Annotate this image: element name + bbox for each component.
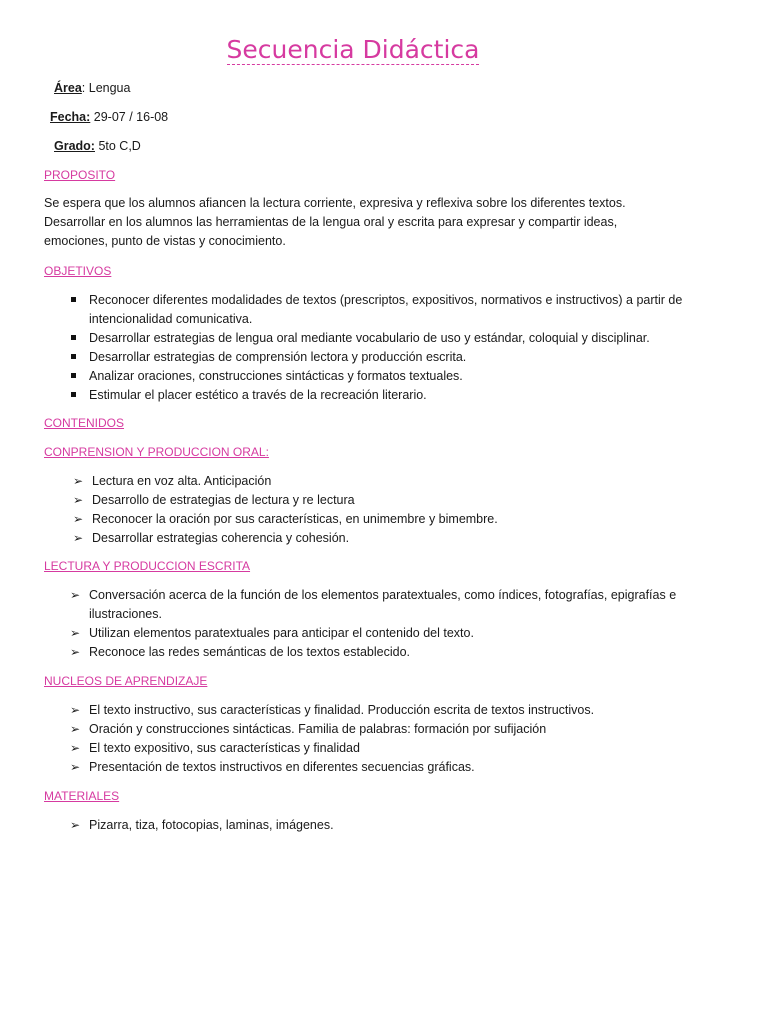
list-item: [44, 643, 684, 662]
list-item: [47, 510, 687, 529]
square-bullet-icon: [66, 348, 80, 367]
heading-contenidos: CONTENIDOS: [44, 416, 125, 430]
list-item: [44, 701, 684, 720]
arrow-bullet-icon: ➢: [69, 626, 81, 640]
list-item: [44, 720, 684, 739]
meta-fecha-label: Fecha:: [50, 110, 91, 124]
arrow-bullet-icon: ➢: [72, 531, 84, 545]
list-item-text: Reconoce las redes semánticas de los textos establecido.: [89, 645, 411, 659]
square-bullet-icon: [66, 367, 80, 386]
meta-grado: [54, 138, 141, 154]
list-item: [47, 529, 687, 548]
meta-grado-label: Grado:: [54, 139, 95, 153]
meta-area: [54, 80, 130, 96]
arrow-bullet-icon: ➢: [69, 703, 81, 717]
objetivos-list: [44, 291, 684, 405]
meta-area-value: : Lengua: [81, 81, 131, 95]
list-item: [44, 816, 684, 835]
list-item: [44, 386, 684, 405]
square-bullet-icon: [66, 386, 80, 405]
square-bullet-icon: [66, 329, 80, 348]
list-item-text: Reconocer la oración por sus características, en unimembre y bimembre.: [92, 512, 498, 526]
arrow-bullet-icon: ➢: [69, 722, 81, 736]
heading-comprension: CONPRENSION Y PRODUCCION ORAL:: [44, 445, 269, 459]
list-item: [47, 491, 687, 510]
list-item: [44, 291, 684, 329]
arrow-bullet-icon: ➢: [72, 512, 84, 526]
meta-fecha-value: 29-07 / 16-08: [90, 110, 169, 124]
meta-area-label: Área: [54, 81, 82, 95]
heading-proposito: PROPOSITO: [44, 168, 116, 182]
materiales-list: [44, 816, 684, 835]
list-item-text: Lectura en voz alta. Anticipación: [92, 474, 272, 488]
list-item: [44, 367, 684, 386]
nucleos-list: [44, 701, 684, 777]
meta-fecha: [50, 109, 168, 125]
heading-materiales: MATERIALES: [44, 789, 120, 803]
list-item: [44, 348, 684, 367]
list-item: [44, 739, 684, 758]
meta-grado-value: 5to C,D: [94, 139, 141, 153]
list-item-text: Desarrollo de estrategias de lectura y re lectura: [92, 493, 355, 507]
arrow-bullet-icon: ➢: [72, 493, 84, 507]
list-item-text: Estimular el placer estético a través de la recreación literario.: [89, 388, 427, 402]
list-item-text: Oración y construcciones sintácticas. Familia de palabras: formación por sufijación: [89, 722, 547, 736]
heading-lectura: LECTURA Y PRODUCCION ESCRITA: [44, 559, 251, 573]
list-item: [47, 472, 687, 491]
list-item-text: El texto expositivo, sus características y finalidad: [89, 741, 360, 755]
list-item: [44, 329, 684, 348]
comprension-list: [47, 472, 687, 548]
square-bullet-icon: [66, 291, 80, 310]
list-item-text: Presentación de textos instructivos en diferentes secuencias gráficas.: [89, 760, 475, 774]
list-item-text: Utilizan elementos paratextuales para anticipar el contenido del texto.: [89, 626, 474, 640]
list-item: [44, 586, 684, 624]
heading-nucleos: NUCLEOS DE APRENDIZAJE: [44, 674, 208, 688]
arrow-bullet-icon: ➢: [69, 741, 81, 755]
lectura-list: [44, 586, 684, 662]
list-item: [44, 758, 684, 777]
list-item-text: Pizarra, tiza, fotocopias, laminas, imágenes.: [89, 818, 334, 832]
arrow-bullet-icon: ➢: [69, 645, 81, 659]
heading-objetivos: OBJETIVOS: [44, 264, 112, 278]
list-item: [44, 624, 684, 643]
list-item-text: Desarrollar estrategias coherencia y cohesión.: [92, 531, 350, 545]
list-item-text: Desarrollar estrategias de lengua oral mediante vocabulario de uso y estándar, coloquial y disciplinar.: [89, 331, 650, 345]
arrow-bullet-icon: ➢: [69, 760, 81, 774]
list-item-text: Conversación acerca de la función de los elementos paratextuales, como índices, fotografías, epigrafías e ilustraciones.: [89, 588, 677, 621]
arrow-bullet-icon: ➢: [72, 474, 84, 488]
list-item-text: Reconocer diferentes modalidades de textos (prescriptos, expositivos, normativos e instructivos) a partir de intencionalidad comunicativa.: [89, 293, 683, 326]
document-title-text: Secuencia Didáctica: [226, 35, 480, 64]
proposito-text: Se espera que los alumnos afiancen la lectura corriente, expresiva y reflexiva sobre los diferentes textos. Desarrollar en los alumnos las herramientas de la lengua oral y escrita para expresar y compartir ideas, emociones, punto de vistas y conocimiento.: [44, 196, 626, 248]
document-title: [0, 32, 706, 68]
list-item-text: Analizar oraciones, construcciones sintácticas y formatos textuales.: [89, 369, 463, 383]
list-item-text: Desarrollar estrategias de comprensión lectora y producción escrita.: [89, 350, 467, 364]
arrow-bullet-icon: ➢: [69, 818, 81, 832]
list-item-text: El texto instructivo, sus características y finalidad. Producción escrita de textos instructivos.: [89, 703, 595, 717]
arrow-bullet-icon: ➢: [69, 588, 81, 602]
